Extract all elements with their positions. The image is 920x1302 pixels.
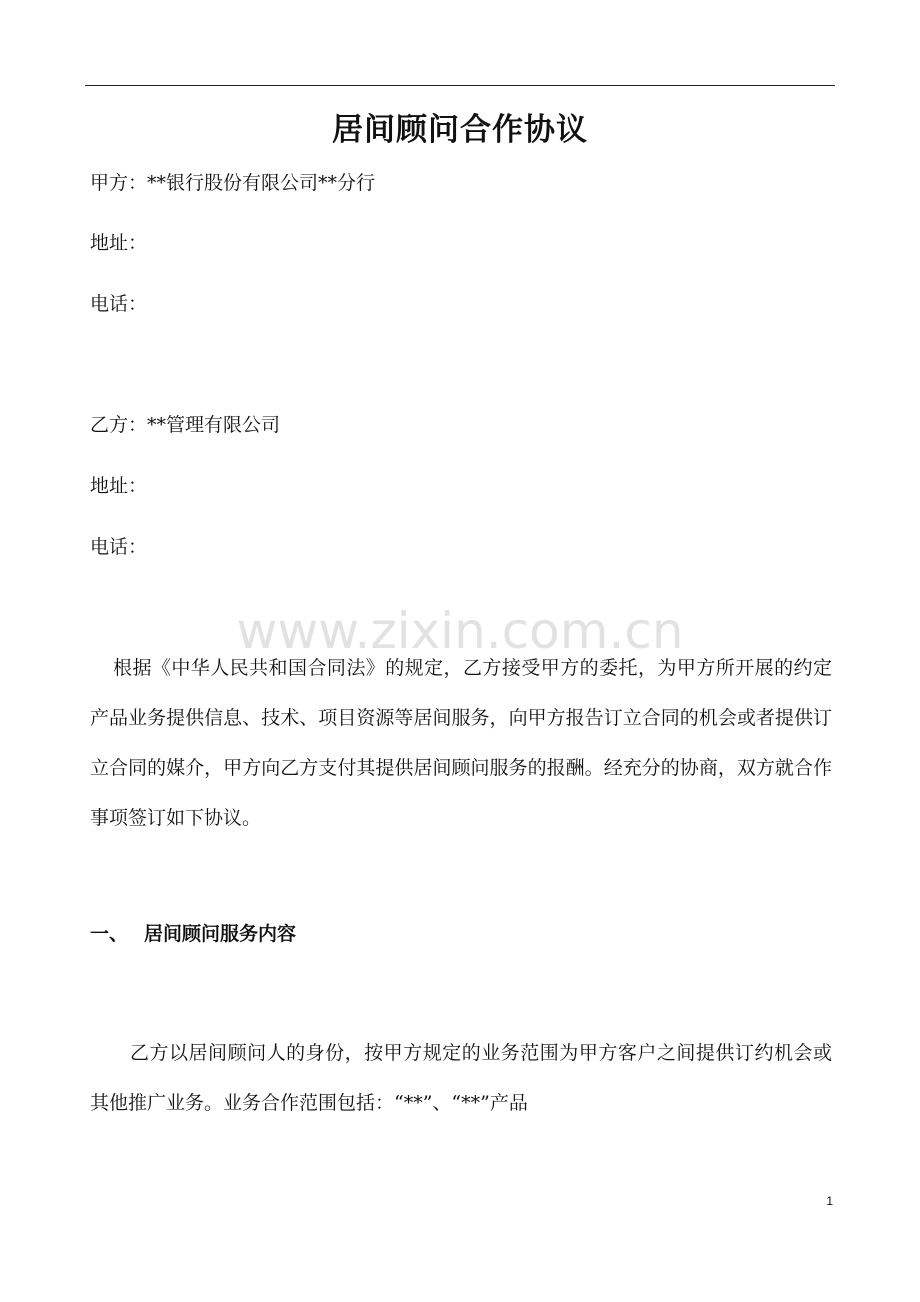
party-b-address: 地址： bbox=[90, 475, 148, 497]
section-body: 乙方以居间顾问人的身份，按甲方规定的业务范围为甲方客户之间提供订约机会或其他推广业务。业务合作范围包括：“**”、“**”产品 bbox=[90, 1042, 832, 1114]
page-number: 1 bbox=[826, 1194, 833, 1208]
party-b-name: 乙方：**管理有限公司 bbox=[90, 414, 281, 436]
party-b-phone: 电话： bbox=[90, 536, 148, 558]
party-a-address: 地址： bbox=[90, 232, 148, 254]
party-a-name: 甲方：**银行股份有限公司**分行 bbox=[90, 172, 376, 194]
section-number: 一、 bbox=[90, 923, 129, 945]
section-title: 居间顾问服务内容 bbox=[144, 923, 297, 945]
party-a-phone: 电话： bbox=[90, 293, 148, 315]
watermark: www.zixin.com.cn bbox=[236, 602, 684, 660]
document-title: 居间顾问合作协议 bbox=[332, 112, 588, 148]
intro-paragraph: 根据《中华人民共和国合同法》的规定，乙方接受甲方的委托，为甲方所开展的约定产品业务提供信息、技术、项目资源等居间服务，向甲方报告订立合同的机会或者提供订立合同的媒介，甲方向乙方支付其提供居间顾问服务的报酬。经充分的协商，双方就合作事项签订如下协议。 bbox=[90, 657, 832, 829]
header-rule bbox=[85, 85, 835, 86]
section-heading bbox=[90, 919, 296, 946]
